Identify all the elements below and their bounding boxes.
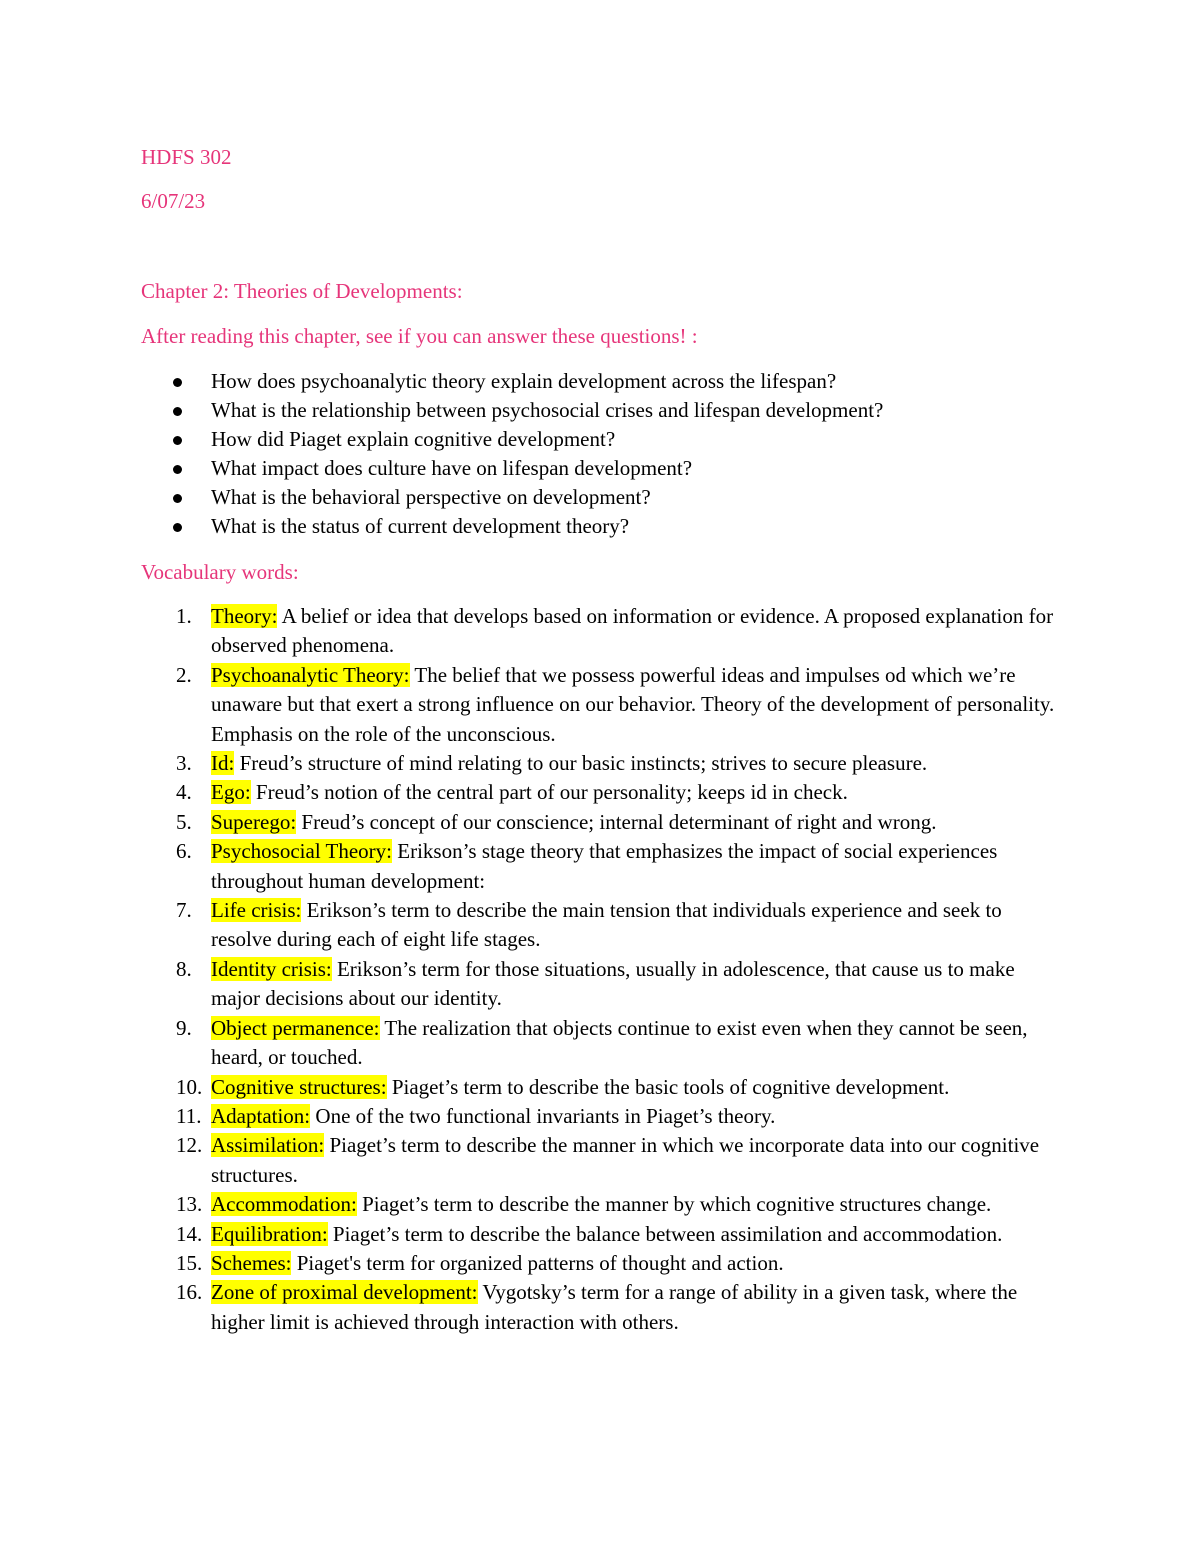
item-number: 10. <box>176 1074 203 1099</box>
vocab-item <box>0 955 1061 1014</box>
vocab-item <box>0 1014 1061 1073</box>
vocab-item <box>0 837 1061 896</box>
vocab-definition: Freud’s notion of the central part of our personality; keeps id in check. <box>250 780 848 805</box>
vocab-item <box>0 749 1061 778</box>
vocab-term: Superego: <box>211 809 297 834</box>
vocab-term: Id: <box>211 751 235 776</box>
vocab-item <box>0 661 1061 749</box>
vocab-item <box>0 1190 1061 1219</box>
bullet-icon <box>173 523 182 532</box>
questions-list <box>0 367 1200 542</box>
item-number: 8. <box>176 956 192 981</box>
bullet-icon <box>173 436 182 445</box>
item-number: 6. <box>176 839 192 864</box>
vocab-item <box>0 1102 1061 1131</box>
vocab-term: Life crisis: <box>211 898 302 923</box>
vocab-definition: Freud’s structure of mind relating to our basic instincts; strives to secure pleasure. <box>234 751 928 776</box>
vocab-definition: The realization that objects continue to exist even when they cannot be seen, heard, or touched. <box>211 1015 1028 1070</box>
vocab-term: Zone of proximal development: <box>211 1280 478 1305</box>
bullet-icon <box>173 407 182 416</box>
vocab-definition: Erikson’s term for those situations, usually in adolescence, that cause us to make major decisions about our identity. <box>211 956 1015 1011</box>
vocab-definition: Piaget's term for organized patterns of thought and action. <box>291 1250 784 1275</box>
vocab-definition: One of the two functional invariants in Piaget’s theory. <box>310 1103 776 1128</box>
question-text: What impact does culture have on lifespan development? <box>211 456 693 481</box>
item-number: 1. <box>176 604 192 628</box>
vocab-definition: Erikson’s term to describe the main tension that individuals experience and seek to resolve during each of eight life stages. <box>211 898 1002 952</box>
question-item <box>0 396 1200 425</box>
item-number: 14. <box>176 1221 203 1246</box>
vocab-term: Psychoanalytic Theory: <box>211 662 410 687</box>
vocab-definition: Piaget’s term to describe the manner in which we incorporate data into our cognitive structures. <box>211 1133 1040 1187</box>
vocab-item <box>0 896 1061 955</box>
question-text: How did Piaget explain cognitive development? <box>211 427 616 452</box>
vocab-item <box>0 602 1061 661</box>
vocab-item <box>0 1278 1061 1337</box>
question-text: How does psychoanalytic theory explain development across the lifespan? <box>211 369 837 393</box>
vocab-term: Schemes: <box>211 1250 292 1275</box>
question-item <box>0 425 1200 454</box>
question-item <box>0 367 1200 396</box>
bullet-icon <box>173 465 182 474</box>
item-number: 3. <box>176 751 192 776</box>
vocab-definition: Vygotsky’s term for a range of ability in a given task, where the higher limit is achieved through interaction with others. <box>211 1280 1018 1334</box>
vocab-definition: The belief that we possess powerful ideas and impulses od which we’re unaware but that exert a strong influence on our behavior. Theory of the development of personality. Emphasis on the role of the unconscious. <box>211 662 1055 746</box>
vocab-item <box>0 808 1061 837</box>
question-item <box>0 454 1200 483</box>
vocab-item <box>0 1073 1061 1102</box>
vocab-definition: Piaget’s term to describe the balance between assimilation and accommodation. <box>327 1221 1003 1246</box>
vocab-item <box>0 778 1061 807</box>
vocabulary-list <box>0 602 1200 1337</box>
vocab-definition: A belief or idea that develops based on information or evidence. A proposed explanation for observed phenomena. <box>211 604 1054 658</box>
vocab-definition: Piaget’s term to describe the manner by which cognitive structures change. <box>356 1192 992 1217</box>
question-text: What is the relationship between psychosocial crises and lifespan development? <box>211 398 884 423</box>
item-number: 5. <box>176 809 192 834</box>
item-number: 4. <box>176 780 192 805</box>
chapter-title: Chapter 2: Theories of Developments: <box>141 279 463 303</box>
item-number: 2. <box>176 662 192 687</box>
vocab-definition: Freud’s concept of our conscience; internal determinant of right and wrong. <box>296 809 937 834</box>
item-number: 11. <box>176 1103 202 1128</box>
vocabulary-heading: Vocabulary words: <box>141 560 299 584</box>
vocab-item <box>0 1249 1061 1278</box>
questions-intro: After reading this chapter, see if you can answer these questions! : <box>141 324 698 348</box>
question-text: What is the status of current development theory? <box>211 514 630 539</box>
vocab-item <box>0 1220 1061 1249</box>
item-number: 15. <box>176 1250 203 1275</box>
lecture-date: 6/07/23 <box>141 189 206 213</box>
item-number: 13. <box>176 1192 203 1217</box>
item-number: 7. <box>176 898 192 923</box>
vocab-term: Identity crisis: <box>211 956 332 981</box>
vocab-term: Cognitive structures: <box>211 1074 387 1099</box>
vocab-term: Theory: <box>211 604 278 628</box>
question-item <box>0 483 1200 512</box>
item-number: 12. <box>176 1133 203 1158</box>
vocab-definition: Erikson’s stage theory that emphasizes the impact of social experiences throughout human development: <box>211 839 998 893</box>
course-code: HDFS 302 <box>141 145 232 169</box>
question-item <box>0 512 1200 541</box>
question-text: What is the behavioral perspective on development? <box>211 485 651 510</box>
vocab-term: Accommodation: <box>211 1192 357 1217</box>
vocab-term: Equilibration: <box>211 1221 328 1246</box>
vocab-term: Assimilation: <box>211 1133 325 1158</box>
bullet-icon <box>173 378 182 387</box>
vocab-item <box>0 1131 1061 1190</box>
item-number: 9. <box>176 1015 192 1040</box>
vocab-term: Object permanence: <box>211 1015 380 1040</box>
item-number: 16. <box>176 1280 203 1305</box>
bullet-icon <box>173 494 182 503</box>
vocab-term: Psychosocial Theory: <box>211 839 393 864</box>
vocab-term: Ego: <box>211 780 251 805</box>
vocab-term: Adaptation: <box>211 1103 311 1128</box>
vocab-definition: Piaget’s term to describe the basic tools of cognitive development. <box>386 1074 950 1099</box>
